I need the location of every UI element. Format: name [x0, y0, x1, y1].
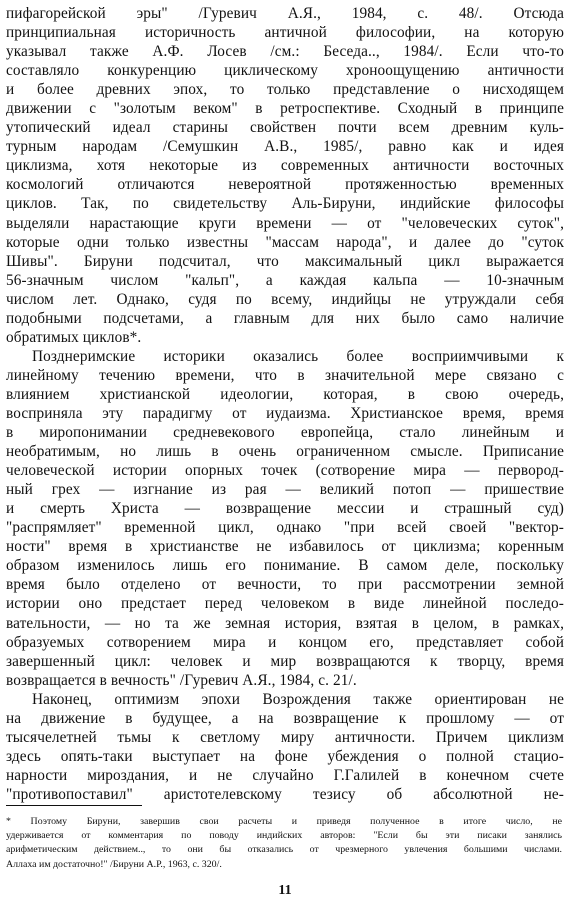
footnote — [6, 815, 562, 872]
text-line: истории оно предстает перед человеком в виде линейной последо- — [6, 595, 564, 613]
text-line: здесь опять-таки выступает на фоне убеждения о полной стацио- — [6, 747, 564, 765]
text-line: возвращается в вечность" /Гуревич А.Я., 1984, с. 21/. — [6, 671, 357, 689]
paragraph-1 — [6, 4, 564, 347]
text-line: циклизма, хотя некоторые из современных античности восточных — [6, 157, 564, 175]
text-line: космологий отличаются невероятной протяженностью временных — [6, 176, 564, 194]
text-line: "распрямляет" временной цикл, однако "при всей своей "вектор- — [6, 519, 564, 537]
text-line: принципиальная историчность античной философии, на которую — [6, 24, 564, 42]
text-line: образуемых сотворением мира и концом его, представляет собой — [6, 633, 564, 651]
text-line: выделяли нарастающие круги времени — от "человеческих суток", — [6, 214, 564, 232]
main-text — [6, 4, 564, 804]
text-line: обратимых циклов*. — [6, 328, 142, 346]
text-line: утопический идеал старины свойствен почти всем древним куль- — [6, 119, 564, 137]
text-line: ности" время в христианстве не избавилось от циклизма; коренным — [6, 538, 564, 556]
text-line: линейному течению времени, что в значительной мере связано с — [6, 366, 564, 384]
text-line: в миропонимании средневекового европейца, стало линейным и — [6, 424, 564, 442]
text-line: составляло конкуренцию циклическому хроноощущению античности — [6, 62, 564, 80]
text-line: которые одни только известны "массам народа", и далее до "суток — [6, 233, 564, 251]
text-line: Наконец, оптимизм эпохи Возрождения также ориентирован не — [32, 690, 564, 708]
text-line: ный грех — изгнание из рая — великий потоп — пришествие — [6, 481, 564, 499]
text-line: и более древних эпох, то только представление о нисходящем — [6, 81, 564, 99]
text-line: Позднеримские историки оказались более восприимчивыми к — [32, 347, 564, 365]
text-line: и смерть Христа — возвращение мессии и страшный суд) — [6, 500, 564, 518]
text-line: образом изменилось лишь его понимание. В самом деле, поскольку — [6, 557, 564, 575]
text-line: завершенный цикл: человек и мир возвращаются к творцу, время — [6, 652, 564, 670]
text-line: указывал также А.Ф. Лосев /см.: Беседа.., 1984/. Если что-то — [6, 43, 564, 61]
text-line: движении с "золотым веком" в ретроспективе. Сходный в принципе — [6, 100, 564, 118]
footnote-line: * Поэтому Бируни, завершив свои расчеты и приведя полученное в итоге число, не — [6, 816, 562, 827]
text-line: тысячелетней тьмы к светлому миру античности. Причем циклизм — [6, 728, 564, 746]
text-line: Шивы". Бируни подсчитал, что максимальный цикл выражается — [6, 252, 564, 270]
text-line: человеческой истории опорных точек (сотворение мира — первород- — [6, 462, 564, 480]
footnote-divider — [6, 805, 142, 806]
text-line: вательности, — но та же земная история, взятая в целом, в рамках, — [6, 614, 564, 632]
text-line: влиянием христианской идеологии, которая, в свою очередь, — [6, 385, 564, 403]
text-line: циклов. Так, по свидетельству Аль-Бируни, индийские философы — [6, 195, 564, 213]
text-line: 56-значным числом "кальп", а каждая кальпа — 10-значным — [6, 271, 564, 289]
footnote-line: удерживается от комментария по поводу индийских авторов: "Если бы эти писаки занялись — [6, 830, 562, 842]
paragraph-3 — [6, 690, 564, 804]
text-line: восприняла эту парадигму от иудаизма. Христианское время, время — [6, 404, 564, 422]
text-line: время было отделено от вечности, то при рассмотрении земной — [6, 576, 564, 594]
page-number: 11 — [278, 883, 292, 898]
text-line: пифагорейской эры" /Гуревич А.Я., 1984, с. 48/. Отсюда — [6, 5, 564, 22]
paragraph-2 — [6, 347, 564, 690]
footnote-line: Аллаха им достаточно!" /Бируни А.Р., 1963, с. 320/. — [6, 858, 222, 870]
text-line: числом лет. Однако, судя по всему, индийцы не утруждали себя — [6, 290, 564, 308]
text-line: турным народам /Семушкин А.В., 1985/, равно как и идея — [6, 138, 564, 156]
text-line: на движение в будущее, а на возвращение к прошлому — от — [6, 709, 564, 727]
text-line: подобными подсчетами, а главным для них было само наличие — [6, 309, 564, 327]
text-line: "противопоставил" аристотелевскому тезису об абсолютной не- — [6, 785, 564, 803]
text-line: необратимым, но лишь в очень ограниченном смысле. Приписание — [6, 443, 564, 461]
footnote-line: арифметическим действием.., то они бы отказались от чрезмерного увлечения большими числами. — [6, 844, 562, 856]
text-line: нарности мироздания, и не случайно Г.Галилей в конечном счете — [6, 766, 564, 784]
